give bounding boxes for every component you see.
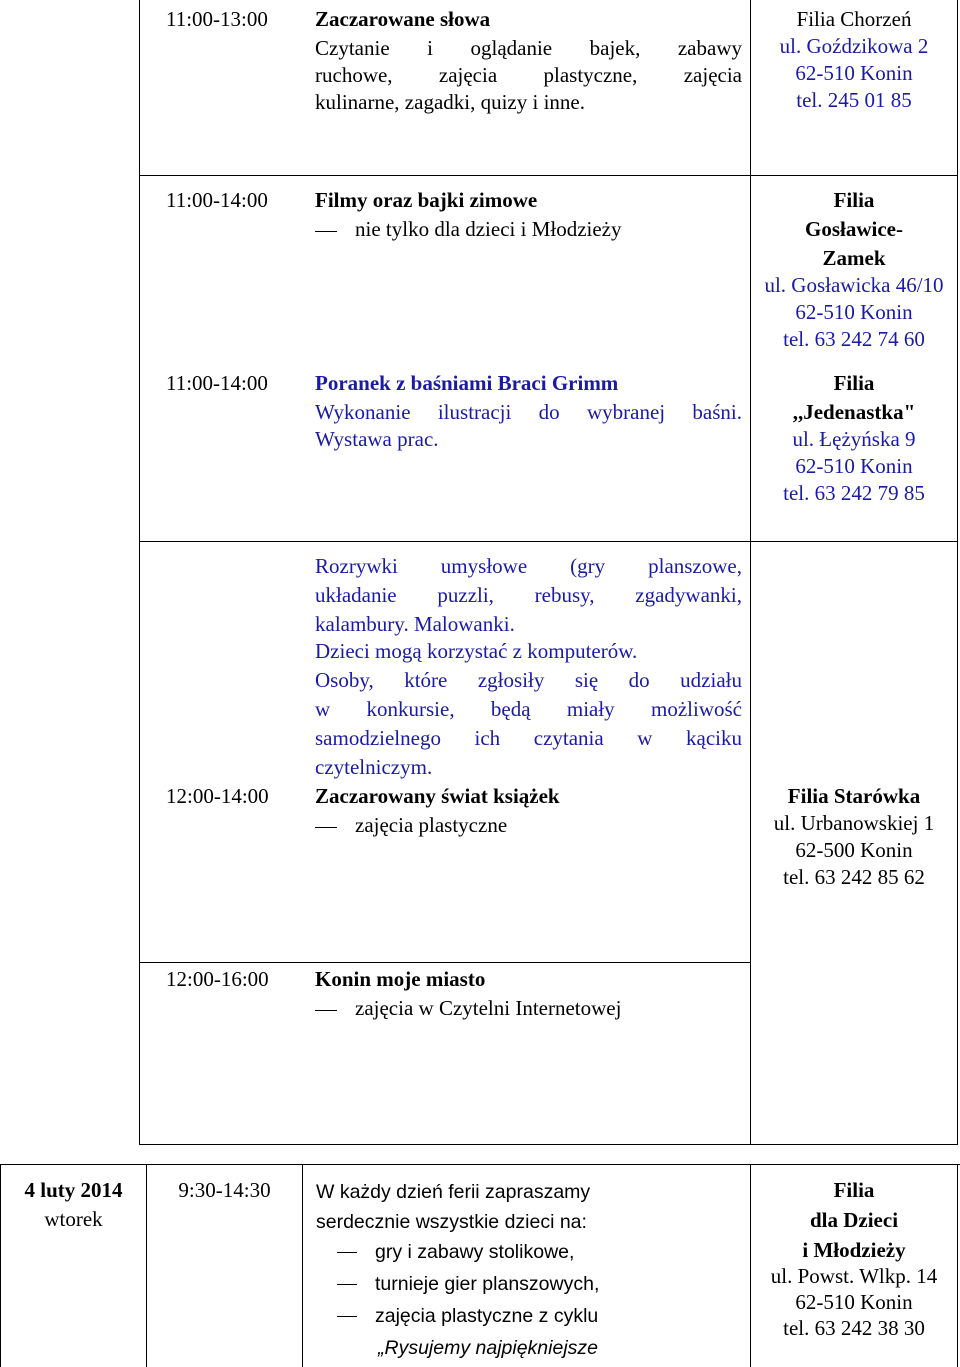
event-title: Filmy oraz bajki zimowe: [315, 188, 538, 212]
branch-street: ul. Powst. Wlkp. 14: [770, 1264, 938, 1288]
top-table-right-border: [957, 0, 958, 1145]
event-title: Poranek z baśniami Braci Grimm: [315, 371, 619, 395]
event-title: Konin moje miasto: [315, 967, 486, 991]
branch-name: Gosławice-: [805, 217, 903, 241]
list-item: turnieje gier planszowych,: [337, 1270, 599, 1299]
event-time: 12:00-16:00: [166, 967, 269, 991]
top-table-column-divider: [750, 0, 751, 1145]
activity-description: samodzielnego ich czytania w kąciku: [315, 726, 742, 750]
event-description: ruchowe, zajęcia plastyczne, zajęcia: [315, 63, 742, 87]
branch-street: ul. Goździkowa 2: [779, 34, 929, 58]
activity-description: w konkursie, będą miały możliwość: [315, 697, 742, 721]
event-time: 11:00-13:00: [166, 7, 268, 31]
branch-tel: tel. 63 242 79 85: [783, 481, 925, 505]
activity-description: Osoby, które zgłosiły się do udziału: [315, 668, 742, 692]
branch-name: dla Dzieci: [809, 1208, 899, 1232]
event-description: Wykonanie ilustracji do wybranej baśni.: [315, 400, 742, 424]
top-table-left-border: [139, 0, 140, 1145]
row-divider: [751, 541, 958, 542]
branch-name: Filia: [833, 371, 875, 395]
branch-street: ul. Urbanowskiej 1: [773, 811, 935, 835]
branch-name: Filia: [833, 1178, 875, 1202]
event-description: Wystawa prac.: [315, 427, 439, 451]
branch-city: 62-510 Konin: [795, 61, 913, 85]
branch-tel: tel. 245 01 85: [796, 88, 912, 112]
event-time: 11:00-14:00: [166, 188, 268, 212]
branch-name: Filia Chorzeń: [796, 7, 912, 31]
activity-description: Rozrywki umysłowe (gry planszowe,: [315, 554, 742, 578]
branch-city: 62-500 Konin: [795, 838, 913, 862]
branch-name: ,,Jedenastka": [792, 400, 916, 424]
list-item: zajęcia plastyczne z cyklu: [337, 1302, 598, 1331]
event-time: 9:30-14:30: [178, 1178, 271, 1202]
event-time: 12:00-14:00: [166, 784, 269, 808]
event-time: 11:00-14:00: [166, 371, 268, 395]
branch-street: ul. Gosławicka 46/10: [764, 273, 944, 297]
bottom-table-column-divider: [302, 1164, 303, 1367]
event-subtitle: zajęcia plastyczne: [315, 811, 507, 840]
event-description: Czytanie i oglądanie bajek, zabawy: [315, 36, 742, 60]
event-weekday: wtorek: [44, 1207, 103, 1231]
cycle-name: „Rysujemy najpiękniejsze: [378, 1337, 599, 1359]
activity-description: Dzieci mogą korzystać z komputerów.: [315, 639, 638, 663]
row-divider: [139, 962, 751, 963]
branch-tel: tel. 63 242 85 62: [783, 865, 925, 889]
branch-name: Filia Starówka: [787, 784, 921, 808]
branch-tel: tel. 63 242 74 60: [783, 327, 925, 351]
branch-name: Zamek: [822, 246, 886, 270]
event-title: Zaczarowany świat książek: [315, 784, 560, 808]
event-subtitle: nie tylko dla dzieci i Młodzieży: [315, 215, 622, 244]
activity-description: kalambury. Malowanki.: [315, 612, 515, 636]
event-subtitle: zajęcia w Czytelni Internetowej: [315, 994, 621, 1023]
event-date: 4 luty 2014: [24, 1178, 123, 1202]
branch-city: 62-510 Konin: [795, 1290, 913, 1314]
branch-street: ul. Łężyńska 9: [792, 427, 916, 451]
invitation-text: W każdy dzień ferii zapraszamy: [316, 1181, 591, 1203]
activity-description: układanie puzzli, rebusy, zgadywanki,: [315, 583, 742, 607]
branch-name: Filia: [833, 188, 875, 212]
event-description: kulinarne, zagadki, quizy i inne.: [315, 90, 585, 114]
event-title: Zaczarowane słowa: [315, 7, 491, 31]
branch-city: 62-510 Konin: [795, 454, 913, 478]
branch-name: i Młodzieży: [802, 1238, 906, 1262]
branch-city: 62-510 Konin: [795, 300, 913, 324]
bottom-table-right-border: [957, 1164, 958, 1367]
top-table-bottom-border: [139, 1144, 958, 1145]
row-divider: [139, 175, 958, 176]
activity-description: czytelniczym.: [315, 755, 433, 779]
branch-tel: tel. 63 242 38 30: [783, 1316, 925, 1340]
row-divider: [139, 541, 751, 542]
list-item: gry i zabawy stolikowe,: [337, 1238, 574, 1267]
bottom-table-top-border: [0, 1164, 960, 1165]
invitation-text: serdecznie wszystkie dzieci na:: [316, 1211, 587, 1233]
